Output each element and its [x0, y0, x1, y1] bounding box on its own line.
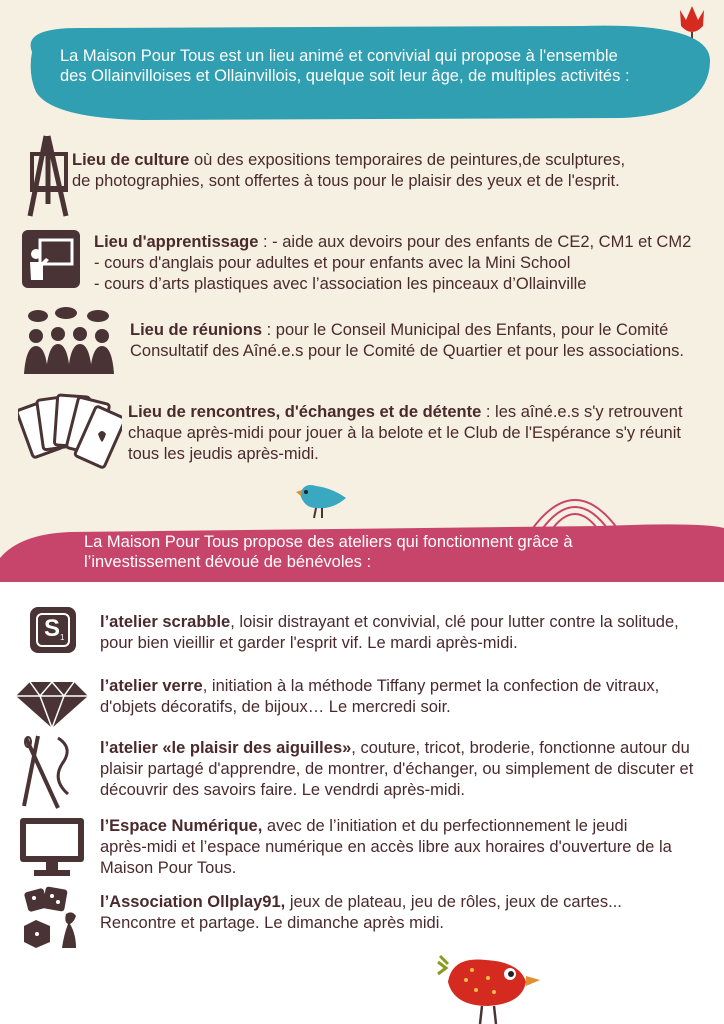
lieu-text: : - aide aux devoirs pour des enfants de CE2, CM1 et CM2 — [258, 233, 692, 251]
lieu-text: : pour le Conseil Municipal des Enfants, pour le Comité — [262, 321, 669, 339]
atelier-title: l’atelier verre — [100, 677, 203, 695]
atelier-text: pour bien vieillir et garder l'esprit vif. Le mardi après-midi. — [100, 634, 518, 652]
lieu-text: de photographies, sont offertes à tous pour le plaisir des yeux et de l'esprit. — [72, 172, 620, 190]
board-games-icon — [22, 886, 84, 950]
atelier-title: l’atelier scrabble — [100, 613, 231, 631]
bird-icon — [292, 480, 350, 520]
atelier-text: après-midi et l’espace numérique en accès libre aux horaires d'ouverture de la — [100, 838, 672, 856]
atelier-text: , initiation à la méthode Tiffany permet la confection de vitraux, — [202, 677, 660, 695]
meeting-people-icon — [18, 306, 122, 376]
lieu-culture — [72, 150, 712, 192]
lieu-title: Lieu de réunions — [130, 321, 263, 339]
needles-icon — [18, 734, 78, 810]
intro-text — [60, 46, 700, 86]
atelier-text: jeux de plateau, jeu de rôles, jeux de cartes... — [285, 893, 622, 911]
lieu-text: : les aîné.e.s s'y retrouvent — [481, 403, 683, 421]
scrabble-tile-icon — [30, 607, 76, 653]
playing-cards-icon — [18, 390, 122, 472]
lieu-text: - cours d'anglais pour adultes et pour enfants avec la Mini School — [94, 254, 571, 272]
atelier-text: plaisir partagé d'apprendre, de montrer, d'échanger, ou simplement de discuter et — [100, 760, 694, 778]
lieu-title: Lieu de rencontres, d'échanges et de détente — [128, 403, 482, 421]
atelier-aiguilles — [100, 738, 720, 801]
atelier-text: avec de l’initiation et du perfectionnement le jeudi — [262, 817, 628, 835]
ateliers-intro — [84, 532, 644, 572]
lieu-reunions — [130, 320, 720, 362]
tile-value: 1 — [60, 633, 65, 642]
red-bird-icon — [436, 952, 542, 1024]
atelier-title: l’Espace Numérique, — [100, 817, 263, 835]
association-ollplay — [100, 892, 710, 934]
atelier-text: Maison Pour Tous. — [100, 859, 237, 877]
lieu-text: tous les jeudis après-midi. — [128, 445, 319, 463]
atelier-text: découvrir des savoirs faire. Le vendrdi après-midi. — [100, 781, 465, 799]
lieu-title: Lieu d'apprentissage — [94, 233, 259, 251]
lieu-text: Consultatif des Aîné.e.s pour le Comité de Quartier et pour les associations. — [130, 342, 684, 360]
lieu-text: - cours d’arts plastiques avec l’association les pinceaux d’Ollainville — [94, 275, 587, 293]
atelier-text: Rencontre et partage. Le dimanche après midi. — [100, 914, 444, 932]
easel-icon — [26, 134, 70, 218]
atelier-verre — [100, 676, 710, 718]
diamond-icon — [14, 680, 90, 730]
monitor-icon — [18, 816, 86, 878]
ateliers-intro-line: La Maison Pour Tous propose des ateliers qui fonctionnent grâce à — [84, 533, 573, 551]
lieu-text: où des expositions temporaires de peintures,de sculptures, — [189, 151, 626, 169]
atelier-title: l’Association Ollplay91, — [100, 893, 286, 911]
teacher-board-icon — [22, 230, 80, 288]
atelier-text: , loisir distrayant et convivial, clé pour lutter contre la solitude, — [230, 613, 679, 631]
atelier-text: , couture, tricot, broderie, fonctionne autour du — [351, 739, 690, 757]
intro-line: La Maison Pour Tous est un lieu animé et convivial qui propose à l'ensemble — [60, 47, 618, 65]
atelier-scrabble — [100, 612, 710, 654]
atelier-title: l’atelier «le plaisir des aiguilles» — [100, 739, 352, 757]
lieu-title: Lieu de culture — [72, 151, 190, 169]
lieu-apprentissage — [94, 232, 718, 295]
lieu-rencontres — [128, 402, 718, 465]
ateliers-intro-line: l’investissement dévoué de bénévoles : — [84, 553, 372, 571]
atelier-text: d'objets décoratifs, de bijoux… Le mercredi soir. — [100, 698, 451, 716]
intro-line: des Ollainvilloises et Ollainvillois, quelque soit leur âge, de multiples activités : — [60, 67, 630, 85]
lieu-text: chaque après-midi pour jouer à la belote et le Club de l'Espérance s'y réunit — [128, 424, 681, 442]
espace-numerique — [100, 816, 720, 879]
tile-letter: S — [44, 615, 61, 642]
